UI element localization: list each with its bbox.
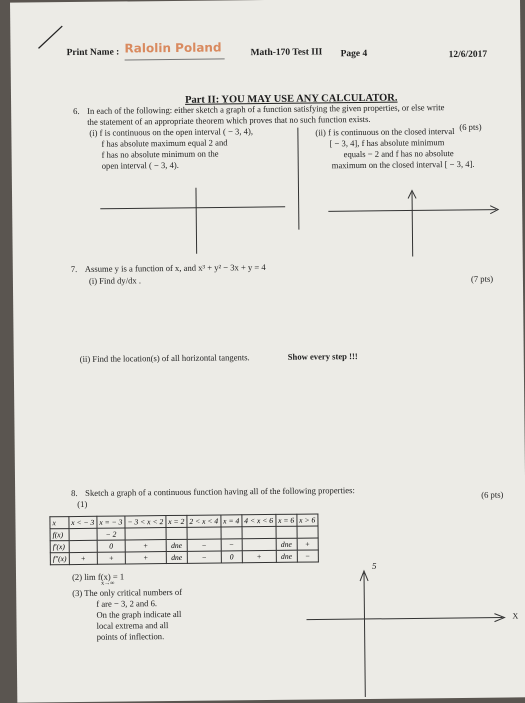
q7-part-ii: (ii) Find the location(s) of all horizontal tangents. (79, 352, 250, 364)
pen-mark (36, 24, 66, 50)
q6-line2: the statement of an appropriate theorem which proves that no such function exists. (87, 113, 371, 127)
q8-part1-label: (1) (77, 498, 88, 509)
q6i-line: f has absolute maximum equal 2 and (101, 137, 228, 149)
q7-show-steps: Show every step !!! (287, 351, 358, 362)
table-cell (69, 528, 97, 540)
student-name: Ralolin Poland (124, 40, 222, 56)
table-cell (297, 526, 318, 538)
q6ii-line: equals − 2 and f has no absolute (343, 148, 454, 160)
q8-part3-line: On the graph indicate all (96, 608, 182, 620)
q8-part2-sub: x→∞ (101, 580, 115, 587)
table-cell: x = 2 (166, 515, 187, 527)
course-title: Math-170 Test III (250, 47, 323, 59)
table-cell: dne (276, 538, 297, 550)
table-cell: + (125, 552, 166, 564)
table-cell: 0 (221, 551, 242, 563)
q6ii-axes (328, 187, 509, 259)
table-cell: 0 (97, 540, 125, 552)
table-cell (242, 526, 276, 538)
table-cell: − (187, 539, 221, 551)
table-cell: dne (166, 539, 187, 551)
q8-axes (306, 559, 525, 699)
table-cell (242, 538, 276, 550)
page-number: Page 4 (340, 48, 368, 60)
table-cell: dne (276, 550, 297, 562)
table-cell (221, 527, 242, 539)
axis-x-label: X (512, 611, 519, 621)
table-row-label: f(x) (50, 529, 69, 541)
table-cell (166, 527, 187, 539)
q8-part3-line: points of inflection. (96, 631, 165, 642)
part-title: Part II: YOU MAY USE ANY CALCULATOR. (184, 92, 398, 106)
table-cell: − 3 < x < 2 (125, 516, 166, 528)
table-cell (276, 526, 297, 538)
print-name-label: Print Name : (66, 47, 120, 59)
q7-line1: Assume y is a function of x, and x³ + y² − 3x + y = 4 (84, 262, 266, 274)
q6-number: 6. (73, 105, 80, 117)
table-row (50, 550, 318, 565)
table-cell: x > 6 (297, 514, 318, 526)
properties-table (49, 513, 318, 565)
table-cell: − 2 (97, 528, 125, 540)
table-cell: + (125, 540, 166, 552)
table-cell: 2 < x < 4 (187, 515, 221, 527)
q6-points: (6 pts) (459, 121, 482, 132)
table-cell: + (69, 552, 97, 564)
q8-part3-line: f are − 3, 2 and 6. (96, 598, 158, 609)
q7-number: 7. (70, 263, 78, 275)
q6ii-line: [ − 3, 4], f has absolute minimum (329, 137, 445, 149)
test-page (10, 0, 525, 703)
q8-part3-line: local extrema and all (96, 620, 169, 631)
q8-part3-line: (3) The only critical numbers of (72, 586, 183, 599)
q7-part-i: (i) Find dy/dx . (88, 275, 142, 286)
table-cell: + (97, 552, 125, 564)
q8-number: 8. (71, 487, 78, 499)
table-cell: dne (166, 551, 187, 563)
q6i-line: f has no absolute minimum on the (101, 148, 219, 160)
q7-points: (7 pts) (470, 273, 494, 284)
table-cell (187, 527, 221, 539)
table-cell: 4 < x < 6 (242, 514, 276, 526)
q6-line1: In each of the following: either sketch a graph of a function satisfying the given properties, or else write (87, 102, 445, 116)
table-cell: x = 4 (221, 515, 242, 527)
q8-part2: (2) lim f(x) = 1 (71, 571, 125, 583)
name-underline (125, 58, 225, 60)
table-cell: + (242, 550, 276, 562)
table-cell (69, 540, 97, 552)
table-cell: − (187, 551, 221, 563)
table-cell: − (221, 539, 242, 551)
table-row-label: f″(x) (50, 553, 69, 565)
table-cell: x = − 3 (97, 516, 125, 528)
q6ii-line: (ii) f is continuous on the closed interval (315, 126, 455, 138)
table-cell: + (297, 538, 318, 550)
table-row-label: f′(x) (50, 541, 69, 553)
table-cell: − (297, 550, 318, 562)
q6-divider (297, 128, 299, 230)
q8-points: (6 pts) (481, 489, 504, 500)
q6i-line: (i) f is continuous on the open interval ( − 3, 4), (89, 126, 253, 138)
q6i-line: open interval ( − 3, 4). (101, 159, 179, 171)
table-cell: x < − 3 (69, 516, 97, 528)
table-cell (125, 528, 166, 540)
q8-line1: Sketch a graph of a continuous function having all of the following properties: (85, 485, 355, 498)
table-row-label: x (50, 517, 69, 529)
table-cell: x = 6 (275, 514, 296, 526)
q6ii-line: maximum on the closed interval [ − 3, 4]. (331, 158, 475, 171)
q6i-axes (100, 185, 291, 257)
axis-y-label: 5 (371, 560, 377, 571)
date: 12/6/2017 (448, 49, 488, 61)
